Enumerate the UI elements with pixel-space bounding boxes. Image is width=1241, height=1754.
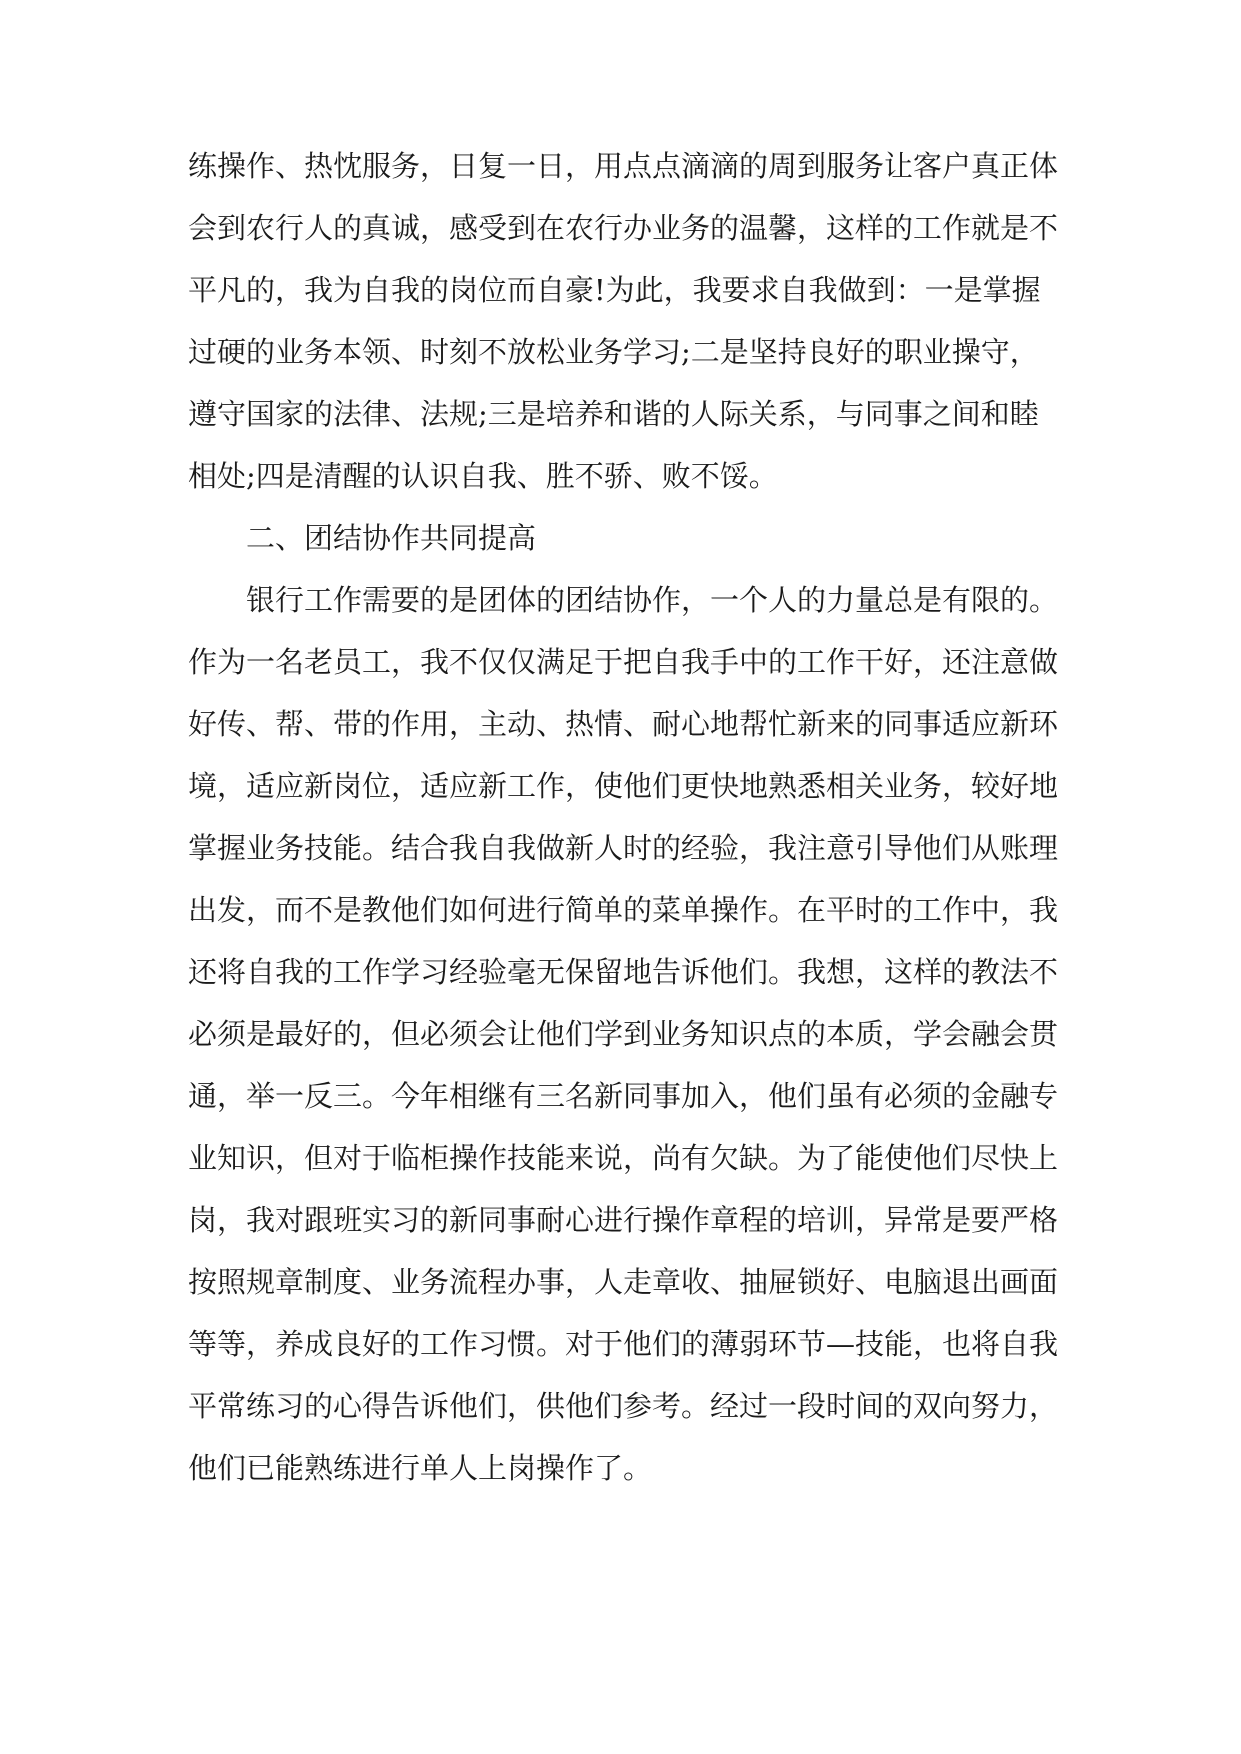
section-heading: 二、团结协作共同提高	[246, 521, 537, 555]
body-line-17: 业知识，但对于临柜操作技能来说，尚有欠缺。为了能使他们尽快上	[188, 1141, 1059, 1175]
body-line-11: 境，适应新岗位，适应新工作，使他们更快地熟悉相关业务，较好地	[188, 769, 1059, 803]
body-line-5: 遵守国家的法律、法规;三是培养和谐的人际关系，与同事之间和睦	[188, 397, 1039, 431]
body-line-4: 过硬的业务本领、时刻不放松业务学习;二是坚持良好的职业操守，	[188, 335, 1039, 369]
body-line-18: 岗，我对跟班实习的新同事耐心进行操作章程的培训，异常是要严格	[188, 1203, 1059, 1237]
body-line-14: 还将自我的工作学习经验毫无保留地告诉他们。我想，这样的教法不	[188, 955, 1059, 989]
body-line-13: 出发，而不是教他们如何进行简单的菜单操作。在平时的工作中，我	[188, 893, 1059, 927]
body-line-1: 练操作、热忱服务，日复一日，用点点滴滴的周到服务让客户真正体	[188, 149, 1059, 183]
body-line-15: 必须是最好的，但必须会让他们学到业务知识点的本质，学会融会贯	[188, 1017, 1059, 1051]
body-line-9: 作为一名老员工，我不仅仅满足于把自我手中的工作干好，还注意做	[188, 645, 1059, 679]
body-line-3: 平凡的，我为自我的岗位而自豪!为此，我要求自我做到：一是掌握	[188, 273, 1041, 307]
body-line-6: 相处;四是清醒的认识自我、胜不骄、败不馁。	[188, 459, 778, 493]
body-line-21: 平常练习的心得告诉他们，供他们参考。经过一段时间的双向努力，	[188, 1389, 1059, 1423]
body-line-16: 通，举一反三。今年相继有三名新同事加入，他们虽有必须的金融专	[188, 1079, 1059, 1113]
body-line-8: 银行工作需要的是团体的团结协作，一个人的力量总是有限的。	[246, 583, 1059, 617]
body-line-22: 他们已能熟练进行单人上岗操作了。	[188, 1451, 653, 1485]
body-line-2: 会到农行人的真诚，感受到在农行办业务的温馨，这样的工作就是不	[188, 211, 1059, 245]
body-line-19: 按照规章制度、业务流程办事，人走章收、抽屉锁好、电脑退出画面	[188, 1265, 1059, 1299]
body-line-12: 掌握业务技能。结合我自我做新人时的经验，我注意引导他们从账理	[188, 831, 1059, 865]
body-line-20: 等等，养成良好的工作习惯。对于他们的薄弱环节—技能，也将自我	[188, 1327, 1059, 1361]
body-line-10: 好传、帮、带的作用，主动、热情、耐心地帮忙新来的同事适应新环	[188, 707, 1059, 741]
